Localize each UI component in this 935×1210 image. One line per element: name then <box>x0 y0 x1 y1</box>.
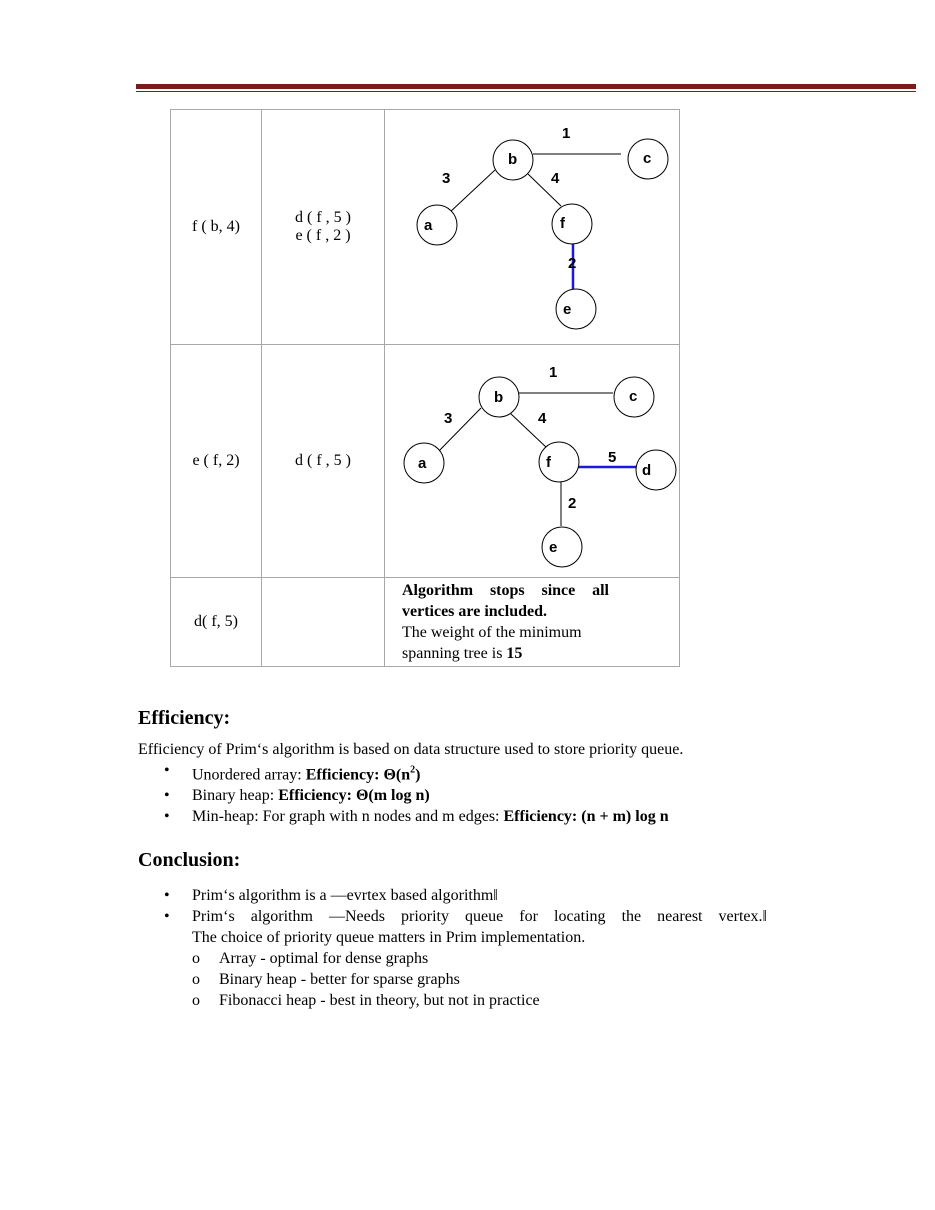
graph-cell <box>385 110 680 345</box>
item-prefix: Min-heap: For graph with n nodes and m edges: <box>192 808 504 826</box>
bullet-glyph: • <box>164 887 170 904</box>
graph-node-label: a <box>418 455 427 472</box>
graph-edge-label: 1 <box>549 364 558 381</box>
graph-edge <box>449 170 495 213</box>
list-item <box>164 885 767 906</box>
item-bold-end: ) <box>415 766 421 784</box>
graph-edge-label: 3 <box>442 170 451 187</box>
graph-edge-label: 4 <box>551 170 560 187</box>
tree-vertex-cell <box>171 110 262 345</box>
efficiency-list <box>164 760 669 827</box>
graph-node <box>539 442 579 482</box>
stop-message-line1: Algorithm stops since all <box>402 582 609 599</box>
sub-item-text: Fibonacci heap - best in theory, but not in practice <box>219 992 540 1009</box>
sub-bullet-glyph: o <box>192 950 200 967</box>
conclusion-list <box>164 885 767 1011</box>
sub-list-item <box>164 990 767 1011</box>
fringe-vertices-cell <box>262 110 385 345</box>
graph-node <box>556 289 596 329</box>
graph-edge-label: 2 <box>568 255 577 272</box>
table-row <box>171 110 680 345</box>
fringe-vertex-label: d ( f , 5 ) <box>295 452 351 469</box>
graph-node-label: d <box>642 462 652 479</box>
graph-node-label: c <box>643 150 652 167</box>
tree-vertex-label: e ( f, 2) <box>192 452 240 469</box>
graph-edge-label: 5 <box>608 449 617 466</box>
graph-edge-label: 3 <box>444 410 453 427</box>
spanning-tree-graph <box>385 345 679 577</box>
graph-edge-label: 2 <box>568 495 577 512</box>
item-bold: Efficiency: (n + m) log n <box>503 808 669 826</box>
graph-cell <box>385 345 680 578</box>
item-prefix: Unordered array: <box>192 766 306 784</box>
header-rule <box>136 84 916 93</box>
fringe-vertex-label: e ( f , 2 ) <box>295 227 351 244</box>
header-rule-thick <box>136 84 916 89</box>
graph-node <box>552 204 592 244</box>
table-row <box>171 578 680 667</box>
table-row <box>171 345 680 578</box>
conclusion-continuation: The choice of priority queue matters in Prim implementation. <box>192 929 586 946</box>
tree-vertex-label: f ( b, 4) <box>192 218 240 235</box>
graph-node-label: a <box>424 217 433 234</box>
result-text <box>385 578 679 666</box>
graph-edge-label: 1 <box>562 125 571 142</box>
list-item <box>164 785 669 806</box>
graph-node-label: c <box>629 388 638 405</box>
spanning-tree-graph <box>385 110 679 344</box>
graph-node-label: f <box>546 454 551 471</box>
bullet-glyph: • <box>164 762 170 779</box>
graph-edge <box>436 408 481 454</box>
efficiency-heading: Efficiency: <box>138 707 231 729</box>
weight-sentence: The weight of the minimum spanning tree is <box>402 624 582 662</box>
bullet-glyph: • <box>164 808 170 826</box>
header-rule-thin <box>136 91 916 92</box>
graph-edge-label: 4 <box>538 410 547 427</box>
sub-list-item <box>164 969 767 990</box>
fringe-vertices-cell <box>262 345 385 578</box>
result-cell <box>385 578 680 667</box>
prim-steps-table <box>170 109 680 667</box>
fringe-vertices-cell <box>262 578 385 667</box>
graph-node-label: e <box>563 301 572 318</box>
stop-message-line2: vertices are included. <box>402 603 548 620</box>
sub-bullet-glyph: o <box>192 992 200 1009</box>
fringe-vertex-label: d ( f , 5 ) <box>295 209 351 226</box>
efficiency-intro: Efficiency of Prim‘s algorithm is based on data structure used to store priority queue. <box>138 741 684 758</box>
item-bold: Efficiency: Θ(m log n) <box>278 787 430 805</box>
conclusion-heading: Conclusion: <box>138 849 241 871</box>
weight-value: 15 <box>506 645 523 662</box>
conclusion-item: Prim‘s algorithm is a ―evrtex based algorithm‖ <box>192 887 498 904</box>
sub-list-container <box>164 948 767 1011</box>
graph-node-label: b <box>508 151 518 168</box>
graph-node-label: b <box>494 389 504 406</box>
tree-vertex-label: d( f, 5) <box>194 613 238 630</box>
sub-list-item <box>164 948 767 969</box>
sub-item-text: Array - optimal for dense graphs <box>219 950 429 967</box>
tree-vertex-cell <box>171 578 262 667</box>
graph-node <box>542 527 582 567</box>
list-item <box>164 760 669 785</box>
list-item <box>164 906 767 948</box>
graph-node <box>417 205 457 245</box>
item-prefix: Binary heap: <box>192 787 279 805</box>
bullet-glyph: • <box>164 787 170 805</box>
priority-queue-options <box>164 948 767 1011</box>
item-sup: 2 <box>410 765 416 776</box>
sub-bullet-glyph: o <box>192 971 200 988</box>
bullet-glyph: • <box>164 908 170 925</box>
graph-node-label: f <box>560 215 565 232</box>
graph-node-label: e <box>549 539 558 556</box>
item-bold: Efficiency: Θ(n <box>305 766 411 784</box>
list-item <box>164 806 669 827</box>
sub-item-text: Binary heap - better for sparse graphs <box>219 971 460 988</box>
tree-vertex-cell <box>171 345 262 578</box>
conclusion-item: Prim‘s algorithm ―Needs priority queue for locating the nearest vertex.‖ <box>192 908 767 925</box>
